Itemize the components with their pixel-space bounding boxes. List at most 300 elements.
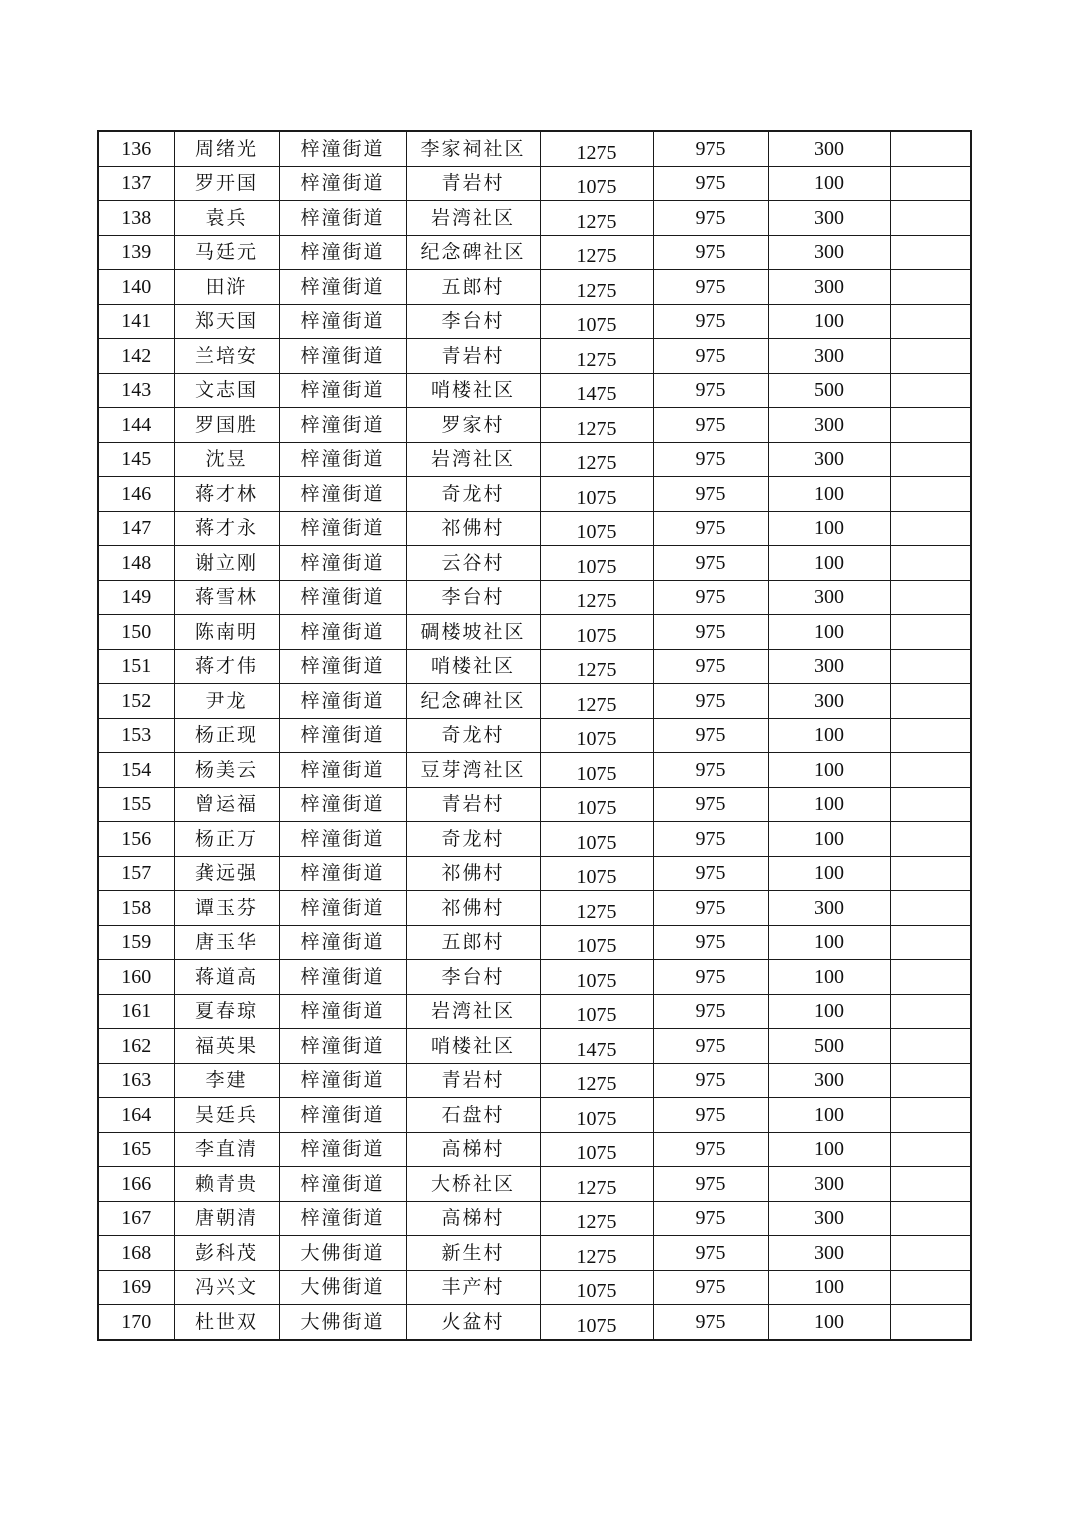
serial-number-text: 166: [121, 1172, 152, 1195]
remark-cell: [890, 925, 971, 960]
subdistrict-cell: [279, 1132, 406, 1167]
name-text: 马廷元: [194, 241, 258, 264]
subdistrict-text: 梓潼街道: [300, 379, 385, 402]
extra-amount-cell: [768, 166, 890, 201]
subdistrict-text: 梓潼街道: [300, 1172, 385, 1195]
serial-number-cell: [98, 270, 174, 305]
name-text: 周绪光: [194, 137, 258, 160]
table-row: [98, 1167, 971, 1202]
remark-cell: [890, 615, 971, 650]
serial-number-text: 150: [121, 620, 152, 643]
extra-amount-cell: [768, 649, 890, 684]
name-cell: [174, 649, 279, 684]
base-amount-text: 975: [695, 586, 726, 609]
total-amount-text: 1075: [576, 314, 617, 337]
community-cell: [406, 511, 540, 546]
subdistrict-text: 梓潼街道: [300, 448, 385, 471]
base-amount-text: 975: [695, 1172, 726, 1195]
base-amount-cell: [653, 1236, 768, 1271]
serial-number-cell: [98, 925, 174, 960]
total-amount-text: 1075: [576, 176, 617, 199]
extra-amount-cell: [768, 546, 890, 581]
base-amount-text: 975: [695, 965, 726, 988]
name-cell: [174, 477, 279, 512]
serial-number-text: 142: [121, 344, 152, 367]
base-amount-cell: [653, 891, 768, 926]
extra-amount-cell: [768, 1270, 890, 1305]
community-cell: [406, 442, 540, 477]
total-amount-text: 1275: [576, 1211, 617, 1234]
extra-amount-cell: [768, 201, 890, 236]
subdistrict-text: 梓潼街道: [300, 1000, 385, 1023]
name-cell: [174, 546, 279, 581]
table-row: [98, 1029, 971, 1064]
subdistrict-cell: [279, 684, 406, 719]
base-amount-text: 975: [695, 448, 726, 471]
community-text: 李台村: [441, 310, 505, 333]
base-amount-cell: [653, 1305, 768, 1340]
total-amount-cell: [540, 304, 653, 339]
total-amount-cell: [540, 270, 653, 305]
community-cell: [406, 1305, 540, 1340]
remark-cell: [890, 1132, 971, 1167]
community-text: 高梯村: [441, 1207, 505, 1230]
total-amount-text: 1075: [576, 1107, 617, 1130]
name-cell: [174, 1167, 279, 1202]
name-cell: [174, 442, 279, 477]
extra-amount-cell: [768, 304, 890, 339]
extra-amount-text: 300: [814, 1241, 844, 1264]
total-amount-cell: [540, 477, 653, 512]
subdistrict-text: 梓潼街道: [300, 758, 385, 781]
name-cell: [174, 235, 279, 270]
name-cell: [174, 1305, 279, 1340]
subdistrict-cell: [279, 546, 406, 581]
community-text: 纪念碑社区: [420, 241, 526, 264]
extra-amount-text: 500: [814, 379, 844, 402]
extra-amount-cell: [768, 1305, 890, 1340]
remark-cell: [890, 580, 971, 615]
table-row: [98, 373, 971, 408]
total-amount-text: 1275: [576, 417, 617, 440]
total-amount-text: 1275: [576, 141, 617, 164]
serial-number-text: 160: [121, 965, 152, 988]
name-text: 沈昱: [205, 448, 248, 471]
base-amount-cell: [653, 442, 768, 477]
subdistrict-cell: [279, 1029, 406, 1064]
subdistrict-text: 梓潼街道: [300, 655, 385, 678]
extra-amount-cell: [768, 339, 890, 374]
serial-number-cell: [98, 339, 174, 374]
extra-amount-cell: [768, 408, 890, 443]
total-amount-text: 1075: [576, 935, 617, 958]
table-row: [98, 891, 971, 926]
name-text: 彭科茂: [194, 1241, 258, 1264]
remark-cell: [890, 166, 971, 201]
extra-amount-cell: [768, 960, 890, 995]
base-amount-cell: [653, 1063, 768, 1098]
community-text: 青岩村: [441, 1069, 505, 1092]
total-amount-text: 1075: [576, 1004, 617, 1027]
name-text: 尹龙: [205, 689, 248, 712]
subdistrict-text: 梓潼街道: [300, 793, 385, 816]
subdistrict-text: 梓潼街道: [300, 931, 385, 954]
total-amount-text: 1475: [576, 383, 617, 406]
community-cell: [406, 1098, 540, 1133]
community-text: 大桥社区: [430, 1172, 515, 1195]
table-row: [98, 684, 971, 719]
table-row: [98, 408, 971, 443]
total-amount-cell: [540, 822, 653, 857]
subdistrict-text: 梓潼街道: [300, 586, 385, 609]
remark-cell: [890, 408, 971, 443]
remark-cell: [890, 373, 971, 408]
community-text: 青岩村: [441, 793, 505, 816]
remark-cell: [890, 1201, 971, 1236]
base-amount-cell: [653, 131, 768, 166]
remark-cell: [890, 1029, 971, 1064]
serial-number-text: 165: [121, 1138, 152, 1161]
base-amount-cell: [653, 235, 768, 270]
serial-number-text: 170: [121, 1310, 152, 1333]
total-amount-cell: [540, 1236, 653, 1271]
serial-number-cell: [98, 546, 174, 581]
serial-number-cell: [98, 787, 174, 822]
subdistrict-text: 梓潼街道: [300, 620, 385, 643]
remark-cell: [890, 753, 971, 788]
extra-amount-text: 100: [814, 1000, 844, 1023]
extra-amount-text: 300: [814, 241, 844, 264]
community-text: 云谷村: [441, 551, 505, 574]
community-cell: [406, 270, 540, 305]
community-text: 哨楼社区: [430, 1034, 515, 1057]
total-amount-cell: [540, 1305, 653, 1340]
name-text: 福英果: [194, 1034, 258, 1057]
base-amount-text: 975: [695, 1069, 726, 1092]
extra-amount-text: 100: [814, 551, 844, 574]
extra-amount-text: 100: [814, 482, 844, 505]
total-amount-cell: [540, 1098, 653, 1133]
serial-number-cell: [98, 1201, 174, 1236]
remark-cell: [890, 1167, 971, 1202]
total-amount-cell: [540, 615, 653, 650]
base-amount-cell: [653, 373, 768, 408]
serial-number-text: 167: [121, 1207, 152, 1230]
base-amount-text: 975: [695, 1138, 726, 1161]
serial-number-text: 169: [121, 1276, 152, 1299]
serial-number-text: 148: [121, 551, 152, 574]
community-text: 碉楼坡社区: [420, 620, 526, 643]
remark-cell: [890, 511, 971, 546]
subdistrict-cell: [279, 1063, 406, 1098]
serial-number-cell: [98, 201, 174, 236]
extra-amount-text: 300: [814, 1207, 844, 1230]
total-amount-cell: [540, 546, 653, 581]
base-amount-cell: [653, 1201, 768, 1236]
serial-number-text: 147: [121, 517, 152, 540]
base-amount-text: 975: [695, 310, 726, 333]
table-row: [98, 131, 971, 166]
name-cell: [174, 891, 279, 926]
base-amount-text: 975: [695, 344, 726, 367]
serial-number-text: 156: [121, 827, 152, 850]
extra-amount-text: 300: [814, 206, 844, 229]
total-amount-text: 1075: [576, 797, 617, 820]
remark-cell: [890, 787, 971, 822]
name-cell: [174, 1029, 279, 1064]
serial-number-cell: [98, 649, 174, 684]
total-amount-cell: [540, 1270, 653, 1305]
name-text: 蒋才永: [194, 517, 258, 540]
total-amount-cell: [540, 131, 653, 166]
serial-number-cell: [98, 891, 174, 926]
serial-number-text: 159: [121, 931, 152, 954]
name-cell: [174, 1063, 279, 1098]
subdistrict-text: 梓潼街道: [300, 724, 385, 747]
base-amount-cell: [653, 511, 768, 546]
extra-amount-cell: [768, 580, 890, 615]
total-amount-text: 1275: [576, 348, 617, 371]
serial-number-text: 161: [121, 1000, 152, 1023]
serial-number-text: 136: [121, 137, 152, 160]
serial-number-cell: [98, 235, 174, 270]
community-cell: [406, 131, 540, 166]
total-amount-cell: [540, 373, 653, 408]
subdistrict-cell: [279, 1305, 406, 1340]
base-amount-text: 975: [695, 517, 726, 540]
serial-number-text: 155: [121, 793, 152, 816]
serial-number-text: 168: [121, 1241, 152, 1264]
serial-number-cell: [98, 1270, 174, 1305]
subdistrict-text: 梓潼街道: [300, 275, 385, 298]
total-amount-cell: [540, 201, 653, 236]
remark-cell: [890, 1236, 971, 1271]
serial-number-text: 141: [121, 310, 152, 333]
base-amount-cell: [653, 684, 768, 719]
serial-number-cell: [98, 822, 174, 857]
name-text: 兰培安: [194, 344, 258, 367]
serial-number-cell: [98, 718, 174, 753]
table-row: [98, 615, 971, 650]
serial-number-cell: [98, 960, 174, 995]
serial-number-cell: [98, 408, 174, 443]
serial-number-text: 154: [121, 758, 152, 781]
serial-number-cell: [98, 684, 174, 719]
serial-number-text: 151: [121, 655, 152, 678]
community-cell: [406, 166, 540, 201]
extra-amount-text: 300: [814, 896, 844, 919]
base-amount-cell: [653, 304, 768, 339]
subdistrict-text: 梓潼街道: [300, 206, 385, 229]
base-amount-cell: [653, 477, 768, 512]
name-text: 李直清: [194, 1138, 258, 1161]
subdistrict-cell: [279, 201, 406, 236]
table-row: [98, 822, 971, 857]
name-text: 杨美云: [194, 758, 258, 781]
remark-cell: [890, 339, 971, 374]
subdistrict-text: 梓潼街道: [300, 862, 385, 885]
community-text: 岩湾社区: [430, 1000, 515, 1023]
community-cell: [406, 408, 540, 443]
extra-amount-cell: [768, 1236, 890, 1271]
name-cell: [174, 270, 279, 305]
name-cell: [174, 339, 279, 374]
extra-amount-cell: [768, 1167, 890, 1202]
name-text: 吴廷兵: [194, 1103, 258, 1126]
name-text: 唐玉华: [194, 931, 258, 954]
table-row: [98, 925, 971, 960]
name-text: 唐朝清: [194, 1207, 258, 1230]
subdistrict-text: 梓潼街道: [300, 1207, 385, 1230]
total-amount-text: 1275: [576, 1245, 617, 1268]
subdistrict-text: 梓潼街道: [300, 137, 385, 160]
extra-amount-cell: [768, 477, 890, 512]
table-row: [98, 994, 971, 1029]
name-text: 蒋才伟: [194, 655, 258, 678]
total-amount-text: 1275: [576, 693, 617, 716]
table-row: [98, 442, 971, 477]
remark-cell: [890, 235, 971, 270]
subdistrict-text: 梓潼街道: [300, 1103, 385, 1126]
remark-cell: [890, 304, 971, 339]
community-text: 青岩村: [441, 172, 505, 195]
table-body: [98, 131, 971, 1340]
total-amount-text: 1075: [576, 555, 617, 578]
community-cell: [406, 1029, 540, 1064]
community-text: 李台村: [441, 586, 505, 609]
subdistrict-text: 梓潼街道: [300, 689, 385, 712]
community-text: 青岩村: [441, 344, 505, 367]
total-amount-text: 1275: [576, 452, 617, 475]
subdistrict-cell: [279, 925, 406, 960]
table-row: [98, 201, 971, 236]
subdistrict-cell: [279, 511, 406, 546]
base-amount-cell: [653, 1270, 768, 1305]
name-text: 杨正万: [194, 827, 258, 850]
community-cell: [406, 201, 540, 236]
name-cell: [174, 1270, 279, 1305]
base-amount-cell: [653, 649, 768, 684]
community-text: 祁佛村: [441, 862, 505, 885]
extra-amount-text: 500: [814, 1034, 844, 1057]
name-text: 蒋雪林: [194, 586, 258, 609]
community-text: 哨楼社区: [430, 655, 515, 678]
subdistrict-cell: [279, 442, 406, 477]
remark-cell: [890, 442, 971, 477]
base-amount-text: 975: [695, 620, 726, 643]
subdistrict-cell: [279, 580, 406, 615]
base-amount-cell: [653, 615, 768, 650]
base-amount-cell: [653, 270, 768, 305]
community-cell: [406, 1167, 540, 1202]
community-cell: [406, 753, 540, 788]
name-cell: [174, 304, 279, 339]
table-row: [98, 511, 971, 546]
remark-cell: [890, 994, 971, 1029]
community-cell: [406, 994, 540, 1029]
subdistrict-cell: [279, 753, 406, 788]
total-amount-text: 1075: [576, 1314, 617, 1337]
community-text: 五郎村: [441, 275, 505, 298]
total-amount-text: 1075: [576, 831, 617, 854]
extra-amount-cell: [768, 856, 890, 891]
subdistrict-text: 梓潼街道: [300, 896, 385, 919]
name-text: 杨正现: [194, 724, 258, 747]
extra-amount-text: 300: [814, 689, 844, 712]
total-amount-text: 1075: [576, 969, 617, 992]
name-text: 罗国胜: [194, 413, 258, 436]
name-cell: [174, 373, 279, 408]
extra-amount-cell: [768, 270, 890, 305]
total-amount-cell: [540, 753, 653, 788]
remark-cell: [890, 718, 971, 753]
base-amount-text: 975: [695, 931, 726, 954]
remark-cell: [890, 1098, 971, 1133]
table-row: [98, 580, 971, 615]
extra-amount-cell: [768, 787, 890, 822]
remark-cell: [890, 131, 971, 166]
name-text: 蒋道高: [194, 965, 258, 988]
serial-number-cell: [98, 615, 174, 650]
name-text: 谭玉芬: [194, 896, 258, 919]
extra-amount-cell: [768, 1132, 890, 1167]
subdistrict-text: 梓潼街道: [300, 344, 385, 367]
community-cell: [406, 304, 540, 339]
name-cell: [174, 718, 279, 753]
community-text: 奇龙村: [441, 724, 505, 747]
community-cell: [406, 580, 540, 615]
extra-amount-text: 100: [814, 1276, 844, 1299]
community-text: 奇龙村: [441, 482, 505, 505]
community-text: 丰产村: [441, 1276, 505, 1299]
community-cell: [406, 960, 540, 995]
serial-number-text: 163: [121, 1069, 152, 1092]
name-text: 李建: [205, 1069, 248, 1092]
remark-cell: [890, 546, 971, 581]
extra-amount-cell: [768, 511, 890, 546]
community-cell: [406, 925, 540, 960]
community-text: 岩湾社区: [430, 206, 515, 229]
base-amount-cell: [653, 1167, 768, 1202]
name-cell: [174, 822, 279, 857]
table-row: [98, 166, 971, 201]
total-amount-text: 1075: [576, 728, 617, 751]
total-amount-cell: [540, 891, 653, 926]
total-amount-cell: [540, 442, 653, 477]
extra-amount-cell: [768, 1098, 890, 1133]
base-amount-text: 975: [695, 689, 726, 712]
community-cell: [406, 615, 540, 650]
extra-amount-text: 300: [814, 413, 844, 436]
community-text: 火盆村: [441, 1310, 505, 1333]
total-amount-text: 1075: [576, 486, 617, 509]
subdistrict-text: 梓潼街道: [300, 517, 385, 540]
total-amount-cell: [540, 684, 653, 719]
extra-amount-text: 100: [814, 172, 844, 195]
subdistrict-cell: [279, 718, 406, 753]
base-amount-text: 975: [695, 1276, 726, 1299]
remark-cell: [890, 201, 971, 236]
subdistrict-text: 梓潼街道: [300, 551, 385, 574]
serial-number-text: 152: [121, 689, 152, 712]
subdistrict-cell: [279, 1236, 406, 1271]
table-row: [98, 649, 971, 684]
subdistrict-cell: [279, 131, 406, 166]
remark-cell: [890, 270, 971, 305]
serial-number-cell: [98, 1305, 174, 1340]
name-text: 赖青贵: [194, 1172, 258, 1195]
extra-amount-text: 300: [814, 1069, 844, 1092]
